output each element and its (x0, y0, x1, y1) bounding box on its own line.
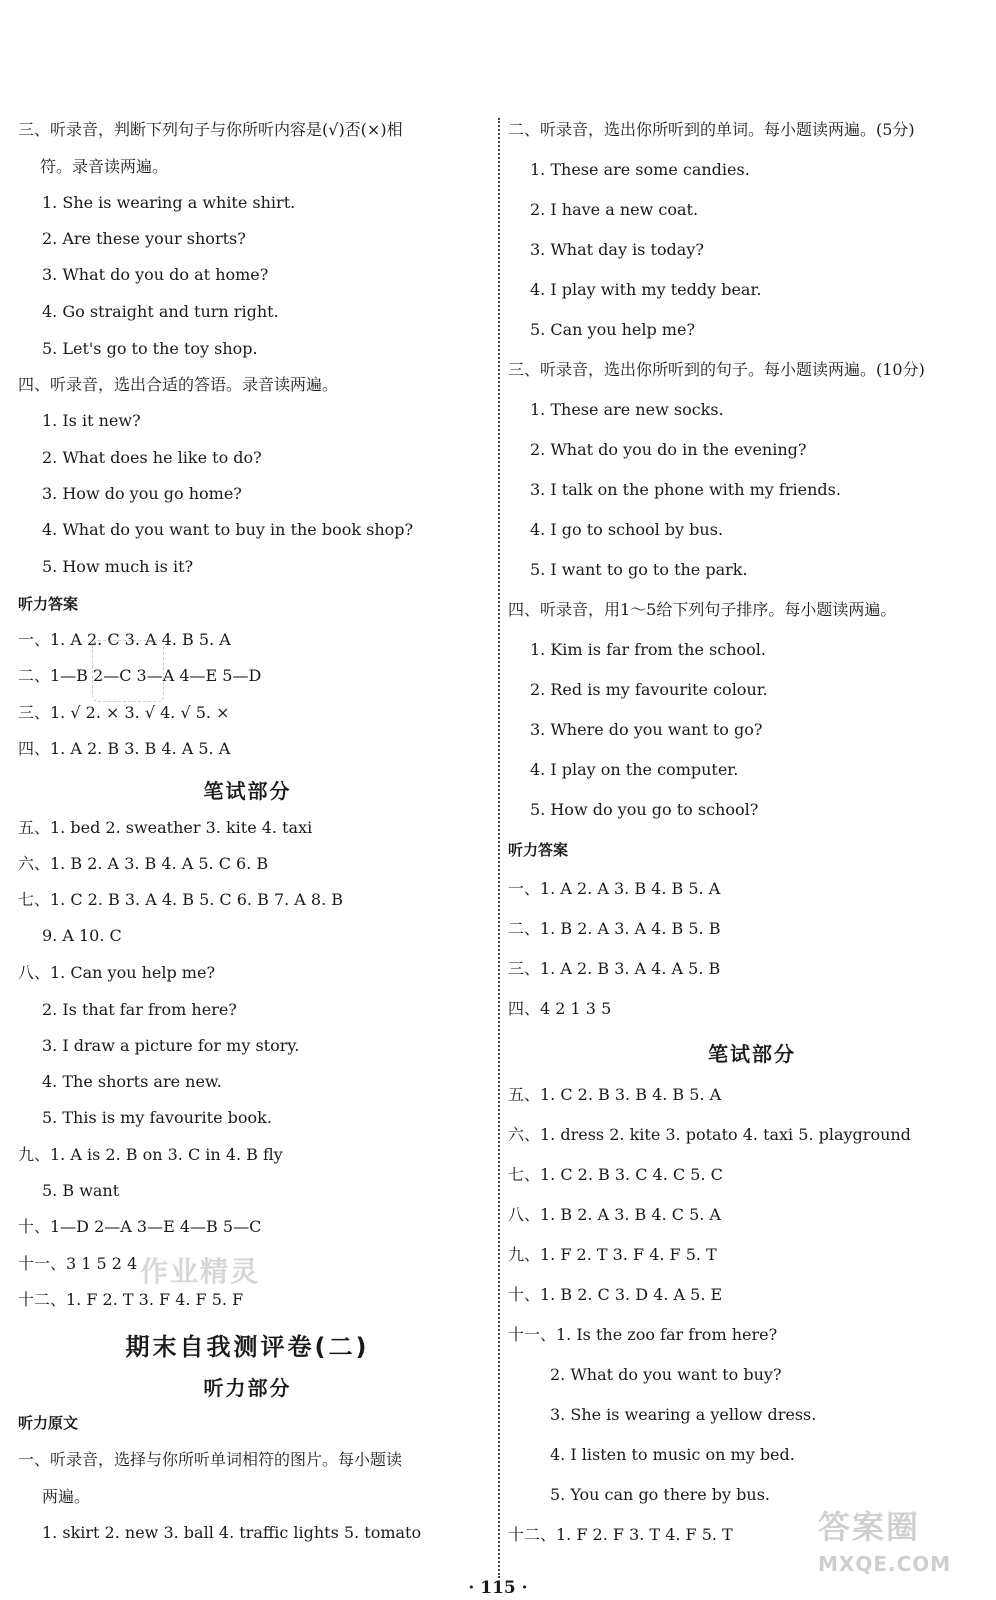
answer-row: 3. She is wearing a yellow dress. (550, 1405, 817, 1424)
answer-row: 七、1. C 2. B 3. C 4. C 5. C (508, 1165, 723, 1184)
list-item: 5. Let's go to the toy shop. (42, 339, 258, 358)
section-1-heading-cont: 两遍。 (42, 1487, 91, 1506)
list-item: 2. Are these your shorts? (42, 229, 246, 248)
answer-row: 一、1. A 2. A 3. B 4. B 5. A (508, 879, 721, 898)
list-item: 5. How do you go to school? (530, 800, 759, 819)
answer-row: 3. I draw a picture for my story. (42, 1036, 300, 1055)
list-item: 1. Kim is far from the school. (530, 640, 766, 659)
list-item: 5. Can you help me? (530, 320, 696, 339)
answer-row: 5. This is my favourite book. (42, 1108, 272, 1127)
list-item: 3. How do you go home? (42, 484, 242, 503)
list-item: 4. I play with my teddy bear. (530, 280, 762, 299)
answer-row: 4. The shorts are new. (42, 1072, 222, 1091)
list-item: 5. I want to go to the park. (530, 560, 748, 579)
answer-row: 九、1. F 2. T 3. F 4. F 5. T (508, 1245, 717, 1264)
answer-row: 十一、1. Is the zoo far from here? (508, 1325, 778, 1344)
list-item: 3. What do you do at home? (42, 265, 269, 284)
list-item: 4. Go straight and turn right. (42, 302, 279, 321)
list-item: 2. Red is my favourite colour. (530, 680, 768, 699)
answer-row: 9. A 10. C (42, 926, 122, 945)
watermark: 作业精灵 (140, 1255, 261, 1288)
list-item: 1. She is wearing a white shirt. (42, 193, 296, 212)
answer-row: 十一、3 1 5 2 4 (18, 1254, 138, 1273)
answer-row: 八、1. Can you help me? (18, 963, 216, 982)
answer-row: 十、1. B 2. C 3. D 4. A 5. E (508, 1285, 723, 1304)
list-item: 2. What does he like to do? (42, 448, 262, 467)
list-item: 1. Is it new? (42, 411, 141, 430)
corner-logo-cn: 答案圈 (818, 1508, 921, 1546)
section-title-listening: 听力部分 (203, 1376, 292, 1400)
answer-row: 四、1. A 2. B 3. B 4. A 5. A (18, 739, 231, 758)
answer-row: 十、1—D 2—A 3—E 4—B 5—C (18, 1217, 262, 1236)
answer-row: 4. I listen to music on my bed. (550, 1445, 795, 1464)
answer-row: 七、1. C 2. B 3. A 4. B 5. C 6. B 7. A 8. B (18, 890, 344, 909)
page-number: · 115 · (468, 1578, 528, 1598)
answer-row: 十二、1. F 2. F 3. T 4. F 5. T (508, 1525, 733, 1544)
answer-row: 六、1. dress 2. kite 3. potato 4. taxi 5. playground (508, 1125, 911, 1144)
answer-row: 5. B want (42, 1181, 120, 1200)
section-2-heading: 二、听录音，选出你所听到的单词。每小题读两遍。(5分) (508, 120, 915, 139)
list-item: 1. skirt 2. new 3. ball 4. traffic lights 5. tomato (42, 1523, 422, 1542)
list-item: 2. What do you do in the evening? (530, 440, 807, 459)
list-item: 3. Where do you want to go? (530, 720, 763, 739)
answer-row: 五、1. C 2. B 3. B 4. B 5. A (508, 1085, 722, 1104)
section-4-heading: 四、听录音，选出合适的答语。录音读两遍。 (18, 375, 339, 394)
answers-heading: 听力答案 (18, 595, 79, 613)
column-divider (498, 118, 500, 1578)
answer-row: 六、1. B 2. A 3. B 4. A 5. C 6. B (18, 854, 269, 873)
answer-row: 一、1. A 2. C 3. A 4. B 5. A (18, 630, 231, 649)
list-item: 1. These are some candies. (530, 160, 750, 179)
answer-row: 三、1. A 2. B 3. A 4. A 5. B (508, 959, 721, 978)
exam-title: 期末自我测评卷(二) (125, 1333, 370, 1361)
answers-heading: 听力答案 (508, 841, 569, 859)
answer-row: 九、1. A is 2. B on 3. C in 4. B fly (18, 1145, 283, 1164)
answer-row: 四、4 2 1 3 5 (508, 999, 612, 1018)
answer-row: 2. What do you want to buy? (550, 1365, 782, 1384)
section-3-heading-cont: 符。录音读两遍。 (40, 157, 169, 176)
list-item: 4. I go to school by bus. (530, 520, 724, 539)
section-3-heading: 三、听录音，选出你所听到的句子。每小题读两遍。(10分) (508, 360, 925, 379)
section-4-heading: 四、听录音，用1～5给下列句子排序。每小题读两遍。 (508, 600, 897, 619)
list-item: 4. What do you want to buy in the book shop? (42, 520, 414, 539)
answer-row: 二、1. B 2. A 3. A 4. B 5. B (508, 919, 721, 938)
answer-row: 五、1. bed 2. sweather 3. kite 4. taxi (18, 818, 313, 837)
list-item: 4. I play on the computer. (530, 760, 739, 779)
list-item: 1. These are new socks. (530, 400, 724, 419)
list-item: 3. I talk on the phone with my friends. (530, 480, 841, 499)
answer-row: 2. Is that far from here? (42, 1000, 237, 1019)
section-title-written: 笔试部分 (203, 779, 292, 803)
answer-row: 三、1. √ 2. × 3. √ 4. √ 5. × (18, 703, 230, 722)
section-1-heading: 一、听录音，选择与你所听单词相符的图片。每小题读 (18, 1450, 403, 1469)
section-3-heading: 三、听录音，判断下列句子与你所听内容是(√)否(×)相 (18, 120, 403, 139)
list-item: 5. How much is it? (42, 557, 194, 576)
list-item: 3. What day is today? (530, 240, 704, 259)
answer-row: 5. You can go there by bus. (550, 1485, 771, 1504)
section-title-written: 笔试部分 (708, 1042, 796, 1066)
list-item: 2. I have a new coat. (530, 200, 699, 219)
answer-row: 八、1. B 2. A 3. B 4. C 5. A (508, 1205, 721, 1224)
answer-row: 十二、1. F 2. T 3. F 4. F 5. F (18, 1290, 244, 1309)
answer-row: 二、1—B 2—C 3—A 4—E 5—D (18, 666, 262, 685)
listening-script-heading: 听力原文 (18, 1414, 79, 1432)
corner-logo-en: MXQE.COM (818, 1552, 952, 1576)
faded-stamp (92, 640, 164, 702)
